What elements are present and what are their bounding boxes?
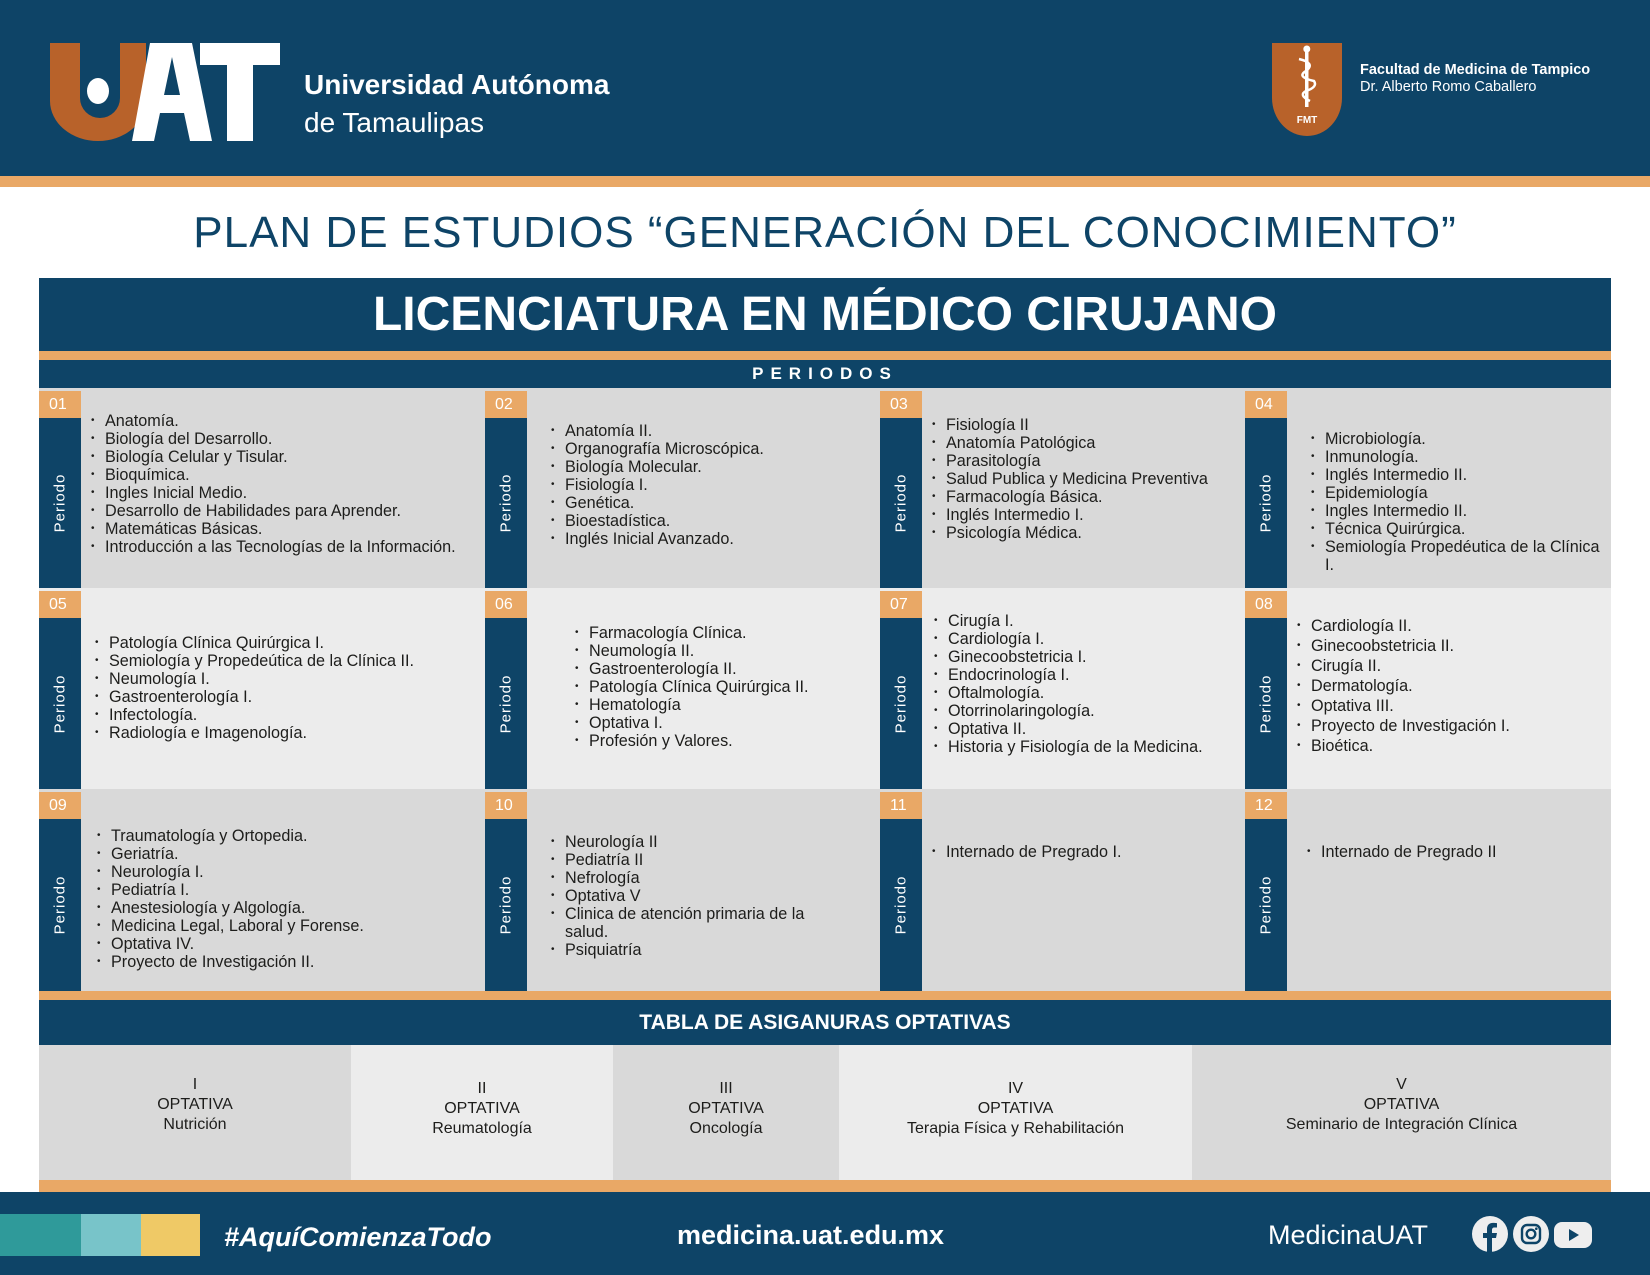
period-card-01: [39, 388, 485, 588]
subject-item: • Semiología Propedéutica de la Clínica I.: [1311, 538, 1605, 574]
subject-item: • Fisiología I.: [551, 476, 874, 494]
period-card-04: [1245, 388, 1611, 588]
subject-item: • Neurología II: [551, 833, 840, 851]
subject-item: • Anatomía.: [91, 412, 479, 430]
subject-list: [934, 612, 1239, 756]
subject-item: • Otorrinolaringología.: [934, 702, 1239, 720]
subject-item: • Anestesiología y Algología.: [97, 899, 479, 917]
subject-item: • Optativa I.: [575, 714, 874, 732]
subject-item: • Introducción a las Tecnologías de la Información.: [91, 538, 479, 556]
program-title: LICENCIATURA EN MÉDICO CIRUJANO: [39, 278, 1611, 351]
subject-item: • Historia y Fisiología de la Medicina.: [934, 738, 1239, 756]
period-side-label: Periodo: [1245, 418, 1287, 588]
subject-list: [551, 833, 840, 959]
elective-cell-5: [1192, 1045, 1611, 1180]
header-divider: [0, 176, 1650, 187]
period-side-label: Periodo: [485, 819, 527, 991]
period-card-12: [1245, 789, 1611, 991]
subject-item: • Optativa II.: [934, 720, 1239, 738]
electives-table: [39, 1045, 1611, 1180]
period-number: 08: [1245, 591, 1287, 618]
elective-subject: Seminario de Integración Clínica: [1285, 1116, 1518, 1133]
period-card-05: [39, 588, 485, 789]
periods-row-3: [39, 789, 1611, 991]
electives-divider: [39, 1180, 1611, 1192]
subject-item: • Neumología II.: [575, 642, 874, 660]
website-link[interactable]: medicina.uat.edu.mx: [677, 1220, 945, 1250]
period-side-label: Periodo: [880, 418, 922, 588]
faculty-line2: Dr. Alberto Romo Caballero: [1360, 79, 1537, 95]
subject-item: • Bioética.: [1297, 736, 1605, 756]
period-side-label: Periodo: [39, 418, 81, 588]
subject-item: • Optativa V: [551, 887, 840, 905]
period-side-label: Periodo: [1245, 819, 1287, 991]
subject-item: • Clinica de atención primaria de la salud.: [551, 905, 840, 941]
subject-item: • Desarrollo de Habilidades para Aprender.: [91, 502, 479, 520]
elective-subject: Terapia Física y Rehabilitación: [907, 1120, 1124, 1137]
subject-item: • Infectología.: [95, 706, 479, 724]
instagram-icon[interactable]: [1513, 1216, 1549, 1252]
subject-item: • Parasitología: [932, 452, 1239, 470]
subject-item: • Radiología e Imagenología.: [95, 724, 479, 742]
elective-numeral: V: [1396, 1076, 1407, 1093]
subject-item: • Epidemiología: [1311, 484, 1605, 502]
hashtag: #AquíComienzaTodo: [224, 1222, 492, 1252]
subject-item: • Traumatología y Ortopedia.: [97, 827, 479, 845]
university-name: [304, 66, 609, 142]
periods-row-1: [39, 388, 1611, 588]
subject-item: • Optativa IV.: [97, 935, 479, 953]
subject-item: • Técnica Quirúrgica.: [1311, 520, 1605, 538]
period-card-02: [485, 388, 880, 588]
subject-item: • Proyecto de Investigación II.: [97, 953, 479, 971]
grid-divider: [39, 991, 1611, 1000]
elective-label: OPTATIVA: [688, 1100, 764, 1117]
color-square-teal: [0, 1214, 81, 1256]
elective-numeral: I: [192, 1076, 198, 1093]
period-side-label: Periodo: [485, 618, 527, 789]
period-number: 06: [485, 591, 527, 618]
uat-logo-icon: [50, 43, 280, 141]
subject-item: • Biología Celular y Tisular.: [91, 448, 479, 466]
elective-cell-1: [39, 1045, 351, 1180]
subject-item: • Cardiología II.: [1297, 616, 1605, 636]
facebook-icon[interactable]: [1472, 1216, 1508, 1252]
period-side-label: Periodo: [39, 819, 81, 991]
faculty-name: [1360, 62, 1590, 96]
subject-item: • Biología del Desarrollo.: [91, 430, 479, 448]
subject-item: • Cirugía II.: [1297, 656, 1605, 676]
period-card-08: [1245, 588, 1611, 789]
period-number: 11: [880, 792, 922, 819]
periods-header: PERIODOS: [39, 360, 1611, 388]
elective-cell-2: [351, 1045, 613, 1180]
program-divider: [39, 351, 1611, 360]
subject-item: • Inglés Intermedio I.: [932, 506, 1239, 524]
period-number: 09: [39, 792, 81, 819]
header-banner: [0, 0, 1650, 176]
period-side-label: Periodo: [485, 418, 527, 588]
subject-item: • Farmacología Básica.: [932, 488, 1239, 506]
subject-item: • Fisiología II: [932, 416, 1239, 434]
period-number: 07: [880, 591, 922, 618]
elective-label: OPTATIVA: [1363, 1096, 1440, 1113]
color-square-lightblue: [81, 1214, 141, 1256]
subject-item: • Pediatría I.: [97, 881, 479, 899]
subject-item: • Profesión y Valores.: [575, 732, 874, 750]
subject-item: • Genética.: [551, 494, 874, 512]
elective-numeral: III: [719, 1080, 733, 1097]
elective-numeral: IV: [1007, 1080, 1024, 1097]
period-card-03: [880, 388, 1245, 588]
subject-item: • Patología Clínica Quirúrgica I.: [95, 634, 479, 652]
subject-list: [1297, 616, 1605, 756]
subject-list: [932, 843, 1239, 861]
period-number: 01: [39, 391, 81, 418]
subject-item: • Medicina Legal, Laboral y Forense.: [97, 917, 479, 935]
subject-item: • Anatomía Patológica: [932, 434, 1239, 452]
svg-text:FMT: FMT: [1296, 115, 1318, 126]
subject-item: • Biología Molecular.: [551, 458, 874, 476]
subject-item: • Cardiología I.: [934, 630, 1239, 648]
subject-item: • Internado de Pregrado I.: [932, 843, 1239, 861]
subject-item: • Psicología Médica.: [932, 524, 1239, 542]
elective-cell-4: [839, 1045, 1192, 1180]
subject-item: • Nefrología: [551, 869, 840, 887]
subject-item: • Endocrinología I.: [934, 666, 1239, 684]
plan-title: PLAN DE ESTUDIOS “GENERACIÓN DEL CONOCIMIENTO”: [193, 208, 1457, 257]
subject-item: • Oftalmología.: [934, 684, 1239, 702]
period-side-label: Periodo: [880, 819, 922, 991]
elective-label: OPTATIVA: [157, 1096, 233, 1113]
period-side-label: Periodo: [39, 618, 81, 789]
subject-item: • Dermatología.: [1297, 676, 1605, 696]
youtube-icon[interactable]: [1554, 1216, 1592, 1252]
subject-item: • Salud Publica y Medicina Preventiva: [932, 470, 1239, 488]
period-number: 10: [485, 792, 527, 819]
elective-subject: Reumatología: [432, 1120, 532, 1137]
subject-item: • Semiología y Propedeútica de la Clínica II.: [95, 652, 479, 670]
subject-item: • Psiquiatría: [551, 941, 840, 959]
period-card-09: [39, 789, 485, 991]
subject-item: • Neurología I.: [97, 863, 479, 881]
subject-item: • Inglés Inicial Avanzado.: [551, 530, 874, 548]
period-card-11: [880, 789, 1245, 991]
elective-subject: Nutrición: [163, 1116, 227, 1133]
faculty-line1: Facultad de Medicina de Tampico: [1360, 62, 1591, 78]
electives-title: TABLA DE ASIGANURAS OPTATIVAS: [39, 1000, 1611, 1045]
subject-item: • Anatomía II.: [551, 422, 874, 440]
period-number: 03: [880, 391, 922, 418]
subject-item: • Farmacología Clínica.: [575, 624, 874, 642]
subject-item: • Optativa III.: [1297, 696, 1605, 716]
university-line2: de Tamaulipas: [304, 107, 485, 138]
subject-list: [97, 827, 479, 971]
subject-item: • Gastroenterología II.: [575, 660, 874, 678]
subject-list: [932, 416, 1239, 542]
subject-item: • Proyecto de Investigación I.: [1297, 716, 1605, 736]
subject-item: • Inglés Intermedio II.: [1311, 466, 1605, 484]
subject-list: [551, 422, 874, 548]
subject-item: • Cirugía I.: [934, 612, 1239, 630]
subject-item: • Ginecoobstetricia II.: [1297, 636, 1605, 656]
subject-item: • Ingles Intermedio II.: [1311, 502, 1605, 520]
period-number: 04: [1245, 391, 1287, 418]
subject-item: • Matemáticas Básicas.: [91, 520, 479, 538]
period-number: 12: [1245, 792, 1287, 819]
footer-bar: [0, 1192, 1650, 1275]
subject-list: [95, 634, 479, 742]
period-card-07: [880, 588, 1245, 789]
subject-item: • Internado de Pregrado II: [1307, 843, 1605, 861]
caduceus-shield-icon: [1272, 43, 1342, 138]
elective-numeral: II: [477, 1080, 487, 1097]
subject-item: • Neumología I.: [95, 670, 479, 688]
elective-label: OPTATIVA: [977, 1100, 1054, 1117]
period-number: 02: [485, 391, 527, 418]
subject-item: • Geriatría.: [97, 845, 479, 863]
elective-cell-3: [613, 1045, 839, 1180]
period-number: 05: [39, 591, 81, 618]
subject-item: • Ginecoobstetricia I.: [934, 648, 1239, 666]
subject-item: • Gastroenterología I.: [95, 688, 479, 706]
subject-item: • Pediatría II: [551, 851, 840, 869]
periods-row-2: [39, 588, 1611, 789]
subject-item: • Organografía Microscópica.: [551, 440, 874, 458]
period-side-label: Periodo: [880, 618, 922, 789]
subject-list: [575, 624, 874, 750]
subject-item: • Bioquímica.: [91, 466, 479, 484]
periods-grid: [39, 388, 1611, 991]
university-line1: Universidad Autónoma: [304, 69, 610, 100]
subject-list: [91, 412, 479, 556]
subject-item: • Microbiología.: [1311, 430, 1605, 448]
elective-label: OPTATIVA: [444, 1100, 520, 1117]
color-square-yellow: [141, 1214, 200, 1256]
period-card-06: [485, 588, 880, 789]
subject-item: • Bioestadística.: [551, 512, 874, 530]
elective-subject: Oncología: [689, 1120, 763, 1137]
subject-list: [1311, 430, 1605, 574]
subject-list: [1307, 843, 1605, 861]
social-handle[interactable]: MedicinaUAT: [1268, 1220, 1429, 1250]
period-card-10: [485, 789, 880, 991]
subject-item: • Inmunología.: [1311, 448, 1605, 466]
subject-item: • Hematología: [575, 696, 874, 714]
subject-item: • Patología Clínica Quirúrgica II.: [575, 678, 874, 696]
subject-item: • Ingles Inicial Medio.: [91, 484, 479, 502]
period-side-label: Periodo: [1245, 618, 1287, 789]
